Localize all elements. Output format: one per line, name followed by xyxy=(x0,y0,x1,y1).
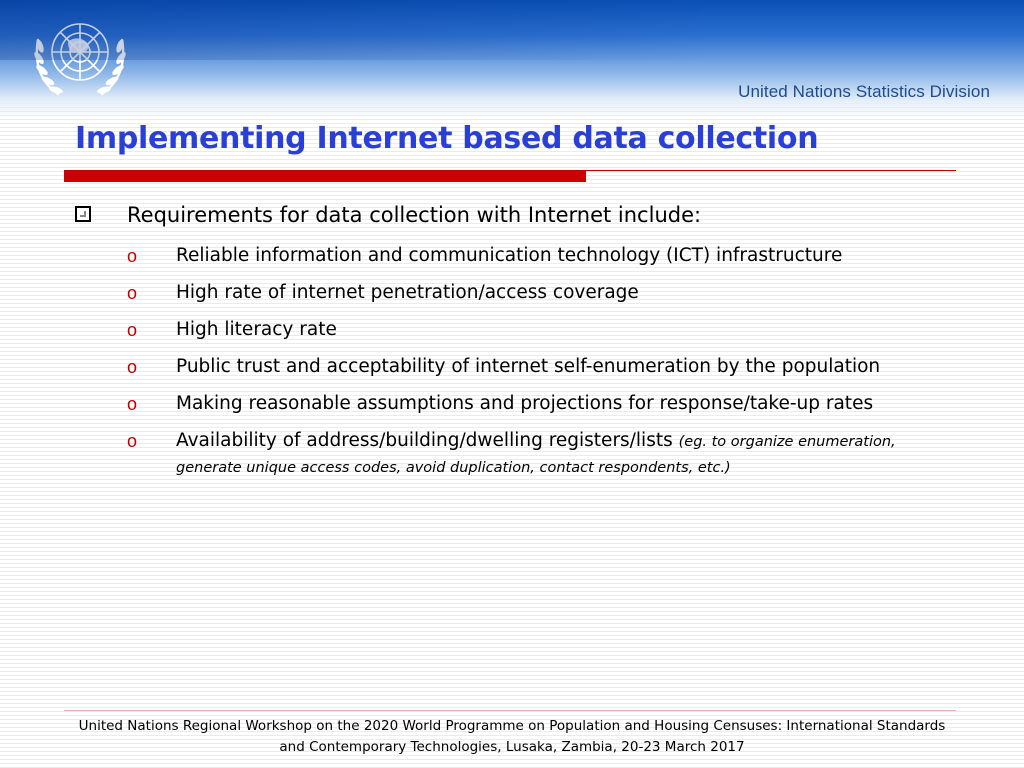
checkbox-bullet-icon xyxy=(75,206,91,222)
sub-bullet-note-continued: generate unique access codes, avoid duplication, contact respondents, etc.) xyxy=(176,460,731,476)
sub-bullet-text: Making reasonable assumptions and projections for response/take-up rates xyxy=(176,393,874,414)
sub-bullet-text-last xyxy=(176,430,896,451)
sub-bullet-text: Public trust and acceptability of internet self-enumeration by the population xyxy=(176,356,881,377)
footer-line-2: and Contemporary Technologies, Lusaka, Zambia, 20-23 March 2017 xyxy=(279,739,745,755)
sub-bullet-marker: o xyxy=(127,320,138,340)
un-emblem-icon xyxy=(28,6,132,106)
sub-bullet-text: High rate of internet penetration/access coverage xyxy=(176,282,639,303)
slide-title: Implementing Internet based data collection xyxy=(75,121,819,156)
sub-bullet-marker: o xyxy=(127,357,138,377)
sub-bullet-text: High literacy rate xyxy=(176,319,337,340)
sub-bullet-marker: o xyxy=(127,246,138,266)
sub-bullet-text-main: Availability of address/building/dwelling registers/lists xyxy=(176,430,673,451)
main-bullet-text: Requirements for data collection with Internet include: xyxy=(127,203,702,227)
title-divider-thick xyxy=(64,171,586,182)
sub-bullet-text: Reliable information and communication technology (ICT) infrastructure xyxy=(176,245,843,266)
footer xyxy=(0,716,1024,758)
division-name: United Nations Statistics Division xyxy=(738,82,990,101)
sub-bullet-marker: o xyxy=(127,431,138,451)
footer-line-1: United Nations Regional Workshop on the 2020 World Programme on Population and Housing Censuses: International Standards xyxy=(78,718,946,734)
sub-bullet-note: (eg. to organize enumeration, xyxy=(678,434,896,450)
header-banner xyxy=(0,0,1024,118)
sub-bullet-marker: o xyxy=(127,394,138,414)
footer-divider xyxy=(64,710,956,711)
sub-bullet-marker: o xyxy=(127,283,138,303)
